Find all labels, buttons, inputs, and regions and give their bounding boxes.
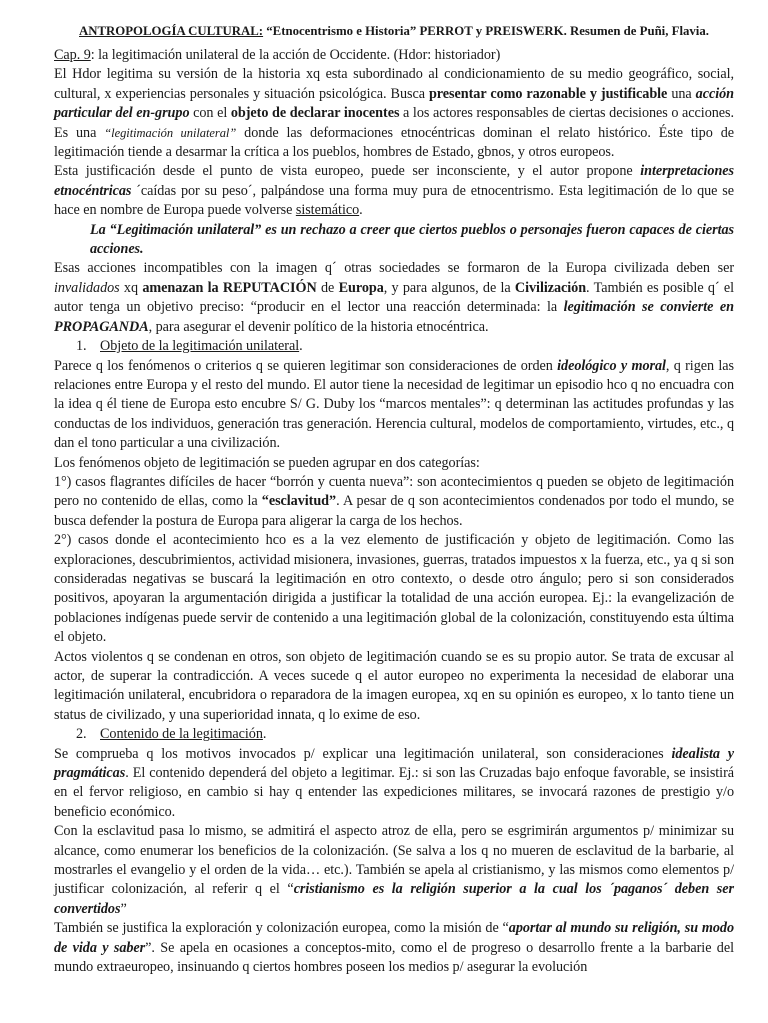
p11-bolditalic-b: cristianismo es la religión superior a la cual los ´paganos´ deben ser convertidos [54, 881, 734, 917]
p12-bolditalic-b: aportar al mundo su religión, su modo de vida y saber [54, 920, 734, 956]
section-number-2: 2. [76, 726, 87, 743]
paragraph-6: Los fenómenos objeto de legitimación se pueden agrupar en dos categorías: [54, 454, 480, 471]
paragraph-11 [54, 822, 734, 919]
document-page [54, 22, 734, 978]
document-title [54, 22, 734, 40]
p5-bolditalic-b: ideológico y moral [557, 357, 666, 374]
p1-bolditalic-d: acción particular del en-grupo [54, 85, 734, 122]
p1-text-c: una [667, 85, 696, 102]
section-label-1: Objeto de la legitimación unilateral [100, 338, 300, 355]
paragraph-5 [54, 357, 734, 454]
section-tail-1: . [299, 338, 303, 355]
p4-bold-d: amenazan la REPUTACIÓN [142, 279, 317, 296]
section-tail-2: . [262, 726, 267, 743]
p1-italic-h: “legitimación unilateral” [104, 125, 237, 140]
p1-bold-f: objeto de declarar inocentes [230, 105, 400, 122]
paragraph-2 [54, 162, 734, 220]
p5-text-a: Parece q los fenómenos o criterios q se quieren legitimar son consideraciones de orden [54, 357, 558, 374]
p4-text-a: Esas acciones incompatibles con la imagen q´ otras sociedades se formaron de la Europa civilizada deben ser [54, 260, 734, 277]
p10-bolditalic-b: idealista y pragmáticas [54, 745, 734, 782]
p2-bolditalic-b: interpretaciones etnocéntricas [54, 163, 734, 199]
p4-text-e: de [316, 279, 339, 296]
section-number-1: 1. [76, 338, 87, 355]
section-heading-2 [54, 725, 734, 744]
paragraph-7 [54, 473, 734, 531]
paragraph-10 [54, 745, 734, 823]
p1-text-e: con el [189, 105, 231, 122]
paragraph-12 [54, 919, 734, 977]
p1-text-g: a los actores responsables de ciertas decisiones o acciones. Es una [54, 105, 734, 141]
p1-text-a: El Hdor legitima su versión de la historia xq esta subordinado al condicionamiento de su medio geográfico, social, cultural, x experiencias personales y situación psicológica. Busca [54, 66, 734, 102]
p4-text-g: , y para algunos, de la [383, 279, 515, 296]
section-heading-1 [54, 337, 734, 356]
p4-text-k: , para asegurar el devenir político de la historia etnocéntrica. [148, 318, 489, 335]
paragraph-1 [54, 65, 734, 162]
p1-text-i: donde las deformaciones etnocéntricas dominan el relato histórico. Éste tipo de legitimación tiende a desarmar la crítica a los pueblos, hombres de Estado, gbnos, y otros europeos. [54, 124, 734, 161]
p2-text-c: ´caídas por su peso´, palpándose una forma muy pura de etnocentrismo. Esta legitimación de lo que se hace en nombre de Europa puede volverse [54, 182, 734, 219]
p2-text-a: Esta justificación desde el punto de vista europeo, puede ser inconsciente, y el autor propone [54, 163, 641, 180]
p7-bold-b: “esclavitud” [261, 493, 337, 510]
title-rest: “Etnocentrismo e Historia” PERROT y PREISWERK. Resumen de Puñi, Flavia. [263, 24, 709, 38]
p4-italic-b: invalidados [54, 279, 120, 296]
p7-text-a: 1°) casos flagrantes difíciles de hacer “borrón y cuenta nueva”: son acontecimientos q pueden se objeto de legitimación pero no contenido de ellas, como la [54, 473, 734, 510]
p4-text-c: xq [119, 279, 143, 296]
p4-text-i: . También es posible q´ el autor tenga un objetivo preciso: “producir en el lector una reacción determinada: la [54, 279, 734, 316]
p4-bold-f: Europa [338, 279, 384, 296]
p4-bold-h: Civilización [514, 279, 587, 296]
p11-text-a: Con la esclavitud pasa lo mismo, se admitirá el aspecto atroz de ella, pero se esgrimirán argumentos p/ minimizar su alcance, como enumerar los beneficios de la colonización. (Se salva a los q no mueren de esclavitud de la barbarie, al mostrarles el evangelio y el orden de la vida… etc.). También se apela al cristianismo, y las mismos como elementos p/ justificar colonización, al referir q el “ [54, 823, 734, 898]
p4-bolditalic-j: legitimación se convierte en PROPAGANDA [54, 299, 735, 335]
section-label-2: Contenido de la legitimación [100, 726, 263, 743]
chapter-label: Cap. 9 [54, 47, 91, 63]
chapter-heading [54, 46, 734, 65]
paragraph-4 [54, 259, 734, 337]
title-subject: ANTROPOLOGÍA CULTURAL: [79, 24, 264, 38]
p10-text-c: . El contenido dependerá del objeto a legitimar. Ej.: si son las Cruzadas bajo enfoque favorable, se insistirá en el fervor religioso, en cambio si hay q entender las expediciones militares, se invocará razones de prestigio y/o beneficio económico. [54, 765, 734, 820]
p12-text-c: ”. Se apela en ocasiones a conceptos-mito, como el de progreso o desarrollo frente a la barbarie del mundo extraeuropeo, insinuando q ciertos hombres poseen los medios p/ asegurar la evolución [54, 939, 734, 976]
p1-bold-b: presentar como razonable y justificable [428, 85, 668, 102]
chapter-text: : la legitimación unilateral de la acción de Occidente. (Hdor: historiador) [90, 47, 501, 63]
paragraph-8: 2°) casos donde el acontecimiento hco es a la vez elemento de justificación y objeto de legitimación. Como las exploraciones, descubrimientos, actividad misionera, invasiones, guerras, tratados impuestos x la fuerza, etc., ya q si son consideradas negativas se buscará la legitimación en otro contexto, o desde otro ángulo; pero si son considerados positivos, apoyaran la argumentación dirigida a justificar la totalidad de una acción europea. Ej.: la evangelización de poblaciones indígenas puede servir de contenido a una legitimación global de la colonización, constituyendo esta última el objeto. [54, 532, 734, 646]
paragraph-9: Actos violentos q se condenan en otros, son objeto de legitimación cuando se es su propio autor. Se trata de excusar al actor, de superar la contradicción. A veces sucede q el autor europeo no experimenta la necesidad de elaborar una legitimación unilateral, encubridora o reparadora de la imagen europea, xq en su opinión es europeo, x lo tanto tiene un status de civilizado, y una superioridad innata, q lo exime de eso. [54, 648, 734, 723]
p10-text-a: Se comprueba q los motivos invocados p/ explicar una legitimación unilateral, son consideraciones [54, 745, 672, 762]
paragraph-3-highlight: La “Legitimación unilateral” es un rechazo a creer que ciertos pueblos o personajes fueron capaces de ciertas acciones. [90, 221, 734, 258]
p2-underline-d: sistemático [295, 202, 360, 219]
p2-text-e: . [359, 202, 363, 219]
p12-text-a: También se justifica la exploración y colonización europea, como la misión de “ [54, 920, 509, 937]
p5-text-c: , q rigen las relaciones entre Europa y el resto del mundo. El autor tiene la necesidad de legitimar un episodio hco q no encuadra con la idea q él tiene de Europa esto encubre S/ G. Duby los “marcos mentales”: q determinan las actitudes profundas y las conductas de los individuos, generación tras generación. Herencia cultural, modelos de comportamiento, virtudes, etc., q dan el tono particular a una civilización. [54, 357, 734, 452]
p7-text-c: . A pesar de q son acontecimientos condenados por todo el mundo, se busca defender la postura de Europa para aligerar la carga de los hechos. [54, 493, 734, 529]
p11-text-c: ” [120, 900, 127, 917]
